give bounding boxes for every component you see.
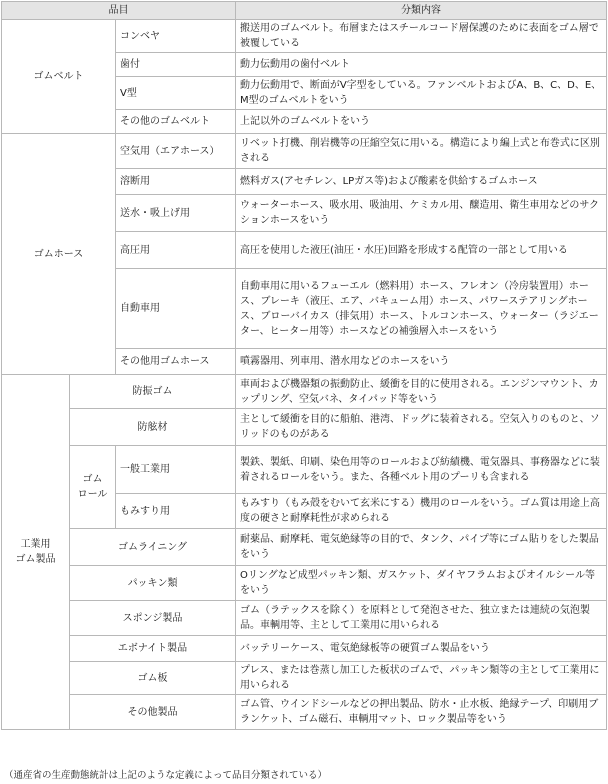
item-name: エボナイト製品: [70, 636, 236, 662]
table-row: [2, 636, 607, 662]
item-desc: リベット打機、削岩機等の圧縮空気に用いる。構造により編上式と布巻式に区別される: [236, 134, 607, 169]
item-desc: 主として緩衝を目的に船舶、港湾、ドッグに装着される。空気入りのものと、ソリッドのものがある: [236, 409, 607, 446]
item-desc: 動力伝動用の歯付ベルト: [236, 53, 607, 77]
item-desc: 搬送用のゴムベルト。布層またはスチールコード層保護のために表面をゴム層で被覆している: [236, 20, 607, 53]
table-row: [2, 529, 607, 566]
item-desc: プレス、または巻蒸し加工した板状のゴムで、パッキン類等の主として工業用に用いられる: [236, 662, 607, 695]
item-name: V型: [116, 77, 236, 110]
item-name: その他のゴムベルト: [116, 110, 236, 134]
roll-group-label: [70, 446, 116, 529]
table-row: [2, 20, 607, 53]
header-item: 品目: [2, 2, 236, 20]
table-row: [2, 601, 607, 636]
item-desc: ゴム（ラテックスを除く）を原料として発泡させた、独立または連続の気泡製品。車輌用等、主として工業用に用いられる: [236, 601, 607, 636]
item-name: 溶断用: [116, 169, 236, 195]
header-row: [2, 2, 607, 20]
item-name: 高圧用: [116, 232, 236, 269]
item-desc: 製鉄、製紙、印刷、染色用等のロールおよび紡績機、電気器具、事務器などに装着されるロールをいう。また、各種ベルト用のプーリも含まれる: [236, 446, 607, 494]
item-desc: 耐薬品、耐摩耗、電気絶縁等の目的で、タンク、パイプ等にゴム貼りをした製品をいう: [236, 529, 607, 566]
item-name: 一般工業用: [116, 446, 236, 494]
item-name: その他用ゴムホース: [116, 349, 236, 375]
item-desc: 動力伝動用で、断面がV字型をしている。ファンベルトおよびA、B、C、D、E、M型のゴムベルトをいう: [236, 77, 607, 110]
category-hose: ゴムホース: [2, 134, 116, 375]
item-desc: 噴霧器用、列車用、潜水用などのホースをいう: [236, 349, 607, 375]
item-desc: ウォーターホース、吸水用、吸油用、ケミカル用、醸造用、衛生車用などのサクションホースをいう: [236, 195, 607, 232]
item-name: 防舷材: [70, 409, 236, 446]
item-name: ゴム板: [70, 662, 236, 695]
category-industrial-line1: 工業用: [20, 539, 51, 550]
category-industrial: [2, 375, 70, 730]
table-row: [2, 662, 607, 695]
item-desc: バッテリーケース、電気絶縁板等の硬質ゴム製品をいう: [236, 636, 607, 662]
item-name: パッキン類: [70, 566, 236, 601]
item-desc: 自動車用に用いるフューエル（燃料用）ホース、フレオン（冷房装置用）ホース、ブレーキ（液圧、エア、バキューム用）ホース、パワーステアリングホース、ブローバイカス（排気用）ホース、トルコンホース、ウォーター（ラジエーター、ヒーター用等）ホースなどの補強層入ホースをいう: [236, 269, 607, 349]
item-desc: Oリングなど成型パッキン類、ガスケット、ダイヤフラムおよびオイルシール等をいう: [236, 566, 607, 601]
footnote: （通産省の生産動態統計は上記のような定義によって品目分類されている）: [4, 770, 328, 781]
item-name: ゴムライニング: [70, 529, 236, 566]
item-name: もみすり用: [116, 494, 236, 529]
table-row: [2, 446, 607, 494]
item-desc: 上記以外のゴムベルトをいう: [236, 110, 607, 134]
classification-table: [1, 1, 607, 730]
item-desc: 燃料ガス(アセチレン、LPガス等)および酸素を供給するゴムホース: [236, 169, 607, 195]
roll-label-line1: ゴム: [82, 474, 103, 485]
item-name: 自動車用: [116, 269, 236, 349]
item-name: 防振ゴム: [70, 375, 236, 409]
item-name: その他製品: [70, 695, 236, 730]
table-row: [2, 134, 607, 169]
item-name: 送水・吸上げ用: [116, 195, 236, 232]
item-desc: 車両および機器類の振動防止、緩衝を目的に使用される。エンジンマウント、カップリング、空気バネ、タイパッド等をいう: [236, 375, 607, 409]
table-row: [2, 695, 607, 730]
table-row: [2, 375, 607, 409]
category-industrial-line2: ゴム製品: [15, 554, 56, 565]
item-desc: 高圧を使用した液圧(油圧・水圧)回路を形成する配管の一部として用いる: [236, 232, 607, 269]
item-name: 歯付: [116, 53, 236, 77]
roll-label-line2: ロール: [77, 489, 108, 500]
item-name: 空気用（エアホース）: [116, 134, 236, 169]
item-desc: もみすり（もみ殻をむいて玄米にする）機用のロールをいう。ゴム質は用途上高度の硬さと耐摩耗性が求められる: [236, 494, 607, 529]
item-name: スポンジ製品: [70, 601, 236, 636]
header-detail: 分類内容: [236, 2, 607, 20]
table-row: [2, 409, 607, 446]
item-desc: ゴム管、ウインドシールなどの押出製品、防水・止水板、絶縁テープ、印刷用ブランケット、ゴム磁石、車輌用マット、ロック製品等をいう: [236, 695, 607, 730]
category-belt: ゴムベルト: [2, 20, 116, 134]
table-row: [2, 566, 607, 601]
item-name: コンベヤ: [116, 20, 236, 53]
